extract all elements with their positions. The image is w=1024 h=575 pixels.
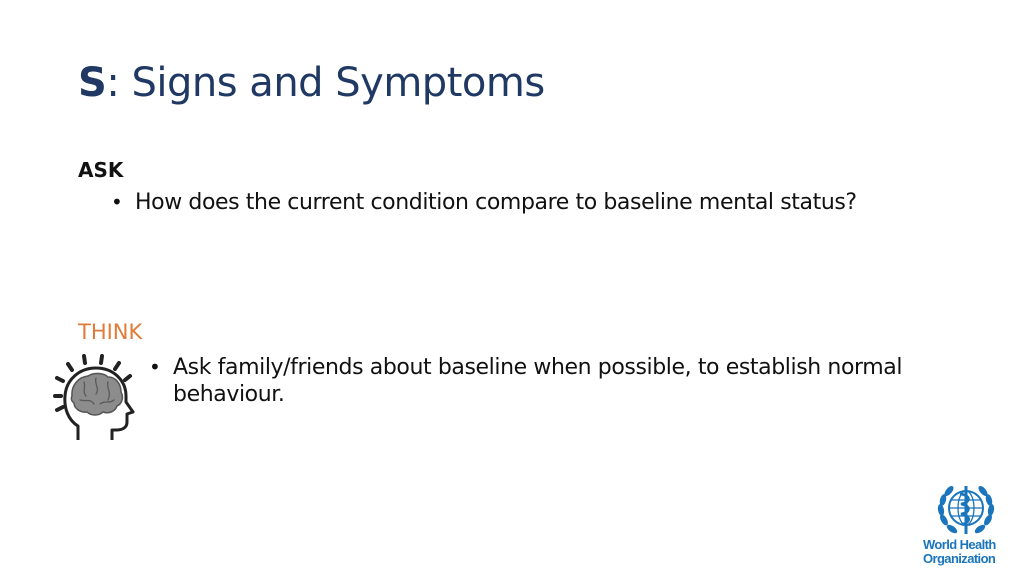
bullet-dot: • [111, 190, 123, 214]
ask-bullet-text: How does the current condition compare to baseline mental status? [135, 190, 857, 215]
who-logo [918, 480, 1014, 572]
think-heading: THINK [78, 320, 143, 344]
bullet-dot: • [149, 355, 161, 379]
ask-heading: ASK [78, 158, 124, 182]
who-wordmark [923, 538, 996, 566]
who-wordmark-line2: Organization [923, 551, 996, 566]
who-emblem-icon [935, 480, 997, 540]
title-text: : Signs and Symptoms [106, 60, 545, 106]
thinking-head-icon [50, 350, 146, 446]
slide-title [78, 60, 545, 106]
who-wordmark-line1: World Health [923, 537, 996, 552]
think-bullet-text: Ask family/friends about baseline when possible, to establish normal behaviour. [173, 355, 903, 407]
ask-bullet [111, 189, 895, 216]
think-bullet [149, 354, 933, 408]
title-letter: S [78, 60, 107, 106]
